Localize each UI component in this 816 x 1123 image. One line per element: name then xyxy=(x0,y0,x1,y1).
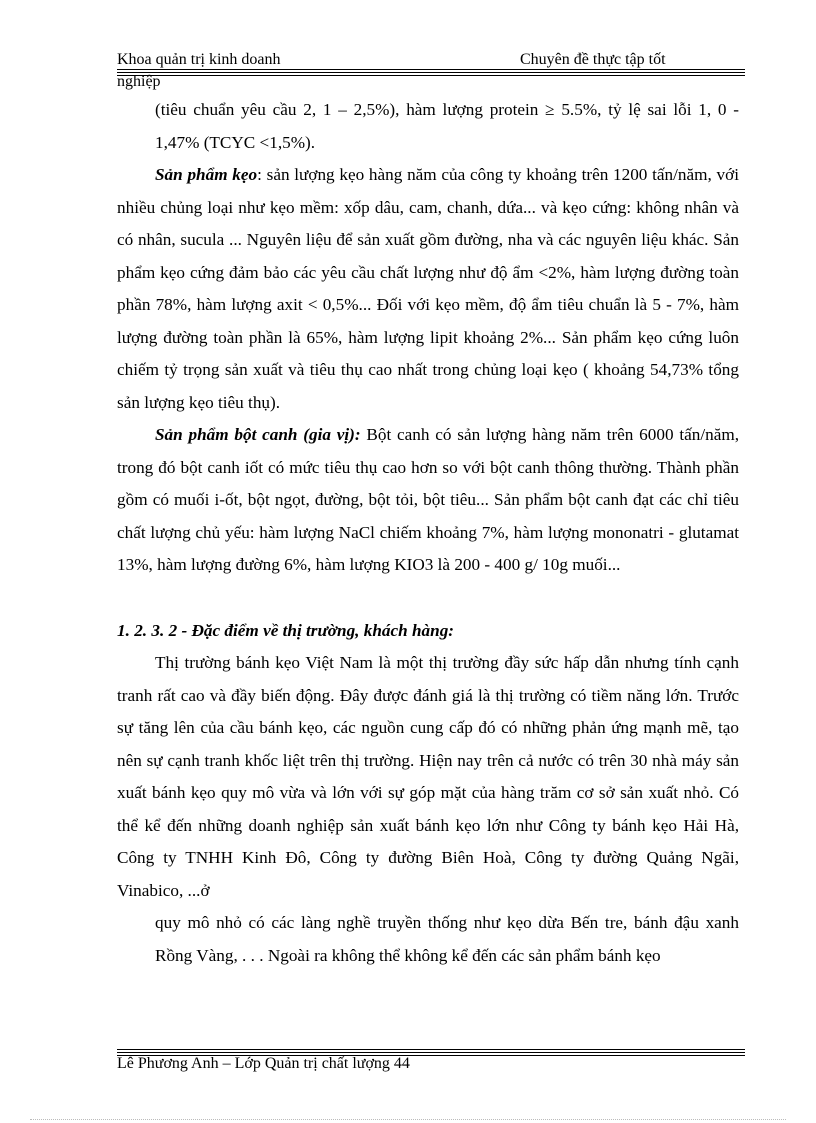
section-heading: 1. 2. 3. 2 - Đặc điểm về thị trường, khách hàng: xyxy=(117,620,455,640)
header-continuation: nghiệp xyxy=(117,73,161,90)
paragraph-text-candy: : sản lượng kẹo hàng năm của công ty khoảng trên 1200 tấn/năm, với nhiều chủng loại như kẹo mềm: xốp dâu, cam, chanh, dứa... và kẹo cứng: không nhân và có nhân, sucula ... Nguyên liệu để sản xuất gồm đường, nha và các nguyên liệu khác. Sản phẩm kẹo cứng đảm bảo các yêu cầu chất lượng như độ ẩm <2%, hàm lượng đường toàn phần 78%, hàm lượng axit < 0,5%... Đối với kẹo mềm, độ ẩm tiêu chuẩn là 5 - 7%, hàm lượng đường toàn phần là 65%, hàm lượng lipit khoảng 2%... Sản phẩm kẹo cứng luôn chiếm tỷ trọng sản xuất và tiêu thụ cao nhất trong chủng loại kẹo ( khoảng 54,73% tổng sản lượng kẹo tiêu thụ). xyxy=(117,165,739,412)
page-edge-divider xyxy=(30,1119,786,1120)
document-body xyxy=(117,94,739,972)
footer-rule-2 xyxy=(117,1052,745,1053)
paragraph-market: Thị trường bánh kẹo Việt Nam là một thị trường đầy sức hấp dẫn nhưng tính cạnh tranh rất cao và đầy biến động. Đây được đánh giá là thị trường có tiềm năng lớn. Trước sự tăng lên của cầu bánh kẹo, các nguồn cung cấp đó có những phản ứng mạnh mẽ, tạo nên sự cạnh tranh khốc liệt trên thị trường. Hiện nay trên cả nước có trên 30 nhà máy sản xuất bánh kẹo quy mô vừa và lớn với sự góp mặt của hàng trăm cơ sở sản xuất nhỏ. Có thể kể đến những doanh nghiệp sản xuất bánh kẹo lớn như Công ty bánh kẹo Hải Hà, Công ty TNHH Kinh Đô, Công ty đường Biên Hoà, Công ty đường Quảng Ngãi, Vinabico, ...ở xyxy=(117,653,739,900)
paragraph-seasoning xyxy=(117,419,739,582)
footer-author-text: Lê Phương Anh – Lớp Quản trị chất lượng 44 xyxy=(117,1055,410,1072)
paragraph-small-scale: quy mô nhỏ có các làng nghề truyền thống như kẹo dừa Bến tre, bánh đậu xanh Rồng Vàng, . . . Ngoài ra không thể không kể đến các sản phẩm bánh kẹo xyxy=(155,913,739,965)
header-right-text: Chuyên đề thực tập tốt xyxy=(520,51,666,68)
header-rule-2 xyxy=(117,72,745,73)
paragraph-lead-candy: Sản phẩm kẹo xyxy=(155,165,258,184)
paragraph-protein: (tiêu chuẩn yêu cầu 2, 1 – 2,5%), hàm lượng protein ≥ 5.5%, tỷ lệ sai lỗi 1, 0 - 1,47% (TCYC <1,5%). xyxy=(155,100,739,152)
paragraph-text-seasoning: Bột canh có sản lượng hàng năm trên 6000 tấn/năm, trong đó bột canh iốt có mức tiêu thụ cao hơn so với bột canh thông thường. Thành phần gồm có muối i-ốt, bột ngọt, đường, bột tỏi, bột tiêu... Sản phẩm bột canh đạt các chỉ tiêu chất lượng chủ yếu: hàm lượng NaCl chiếm khoảng 7%, hàm lượng mononatri - glutamat 13%, hàm lượng đường 6%, hàm lượng KIO3 là 200 - 400 g/ 10g muối... xyxy=(117,425,740,574)
paragraph-candy xyxy=(117,159,739,419)
section-spacer xyxy=(117,582,739,615)
footer-rule-1 xyxy=(117,1049,745,1050)
header-left-text: Khoa quản trị kinh doanh xyxy=(117,51,281,68)
header-rule-3 xyxy=(117,75,745,76)
header-rule-1 xyxy=(117,69,745,70)
paragraph-lead-seasoning: Sản phẩm bột canh (gia vị): xyxy=(155,425,361,444)
